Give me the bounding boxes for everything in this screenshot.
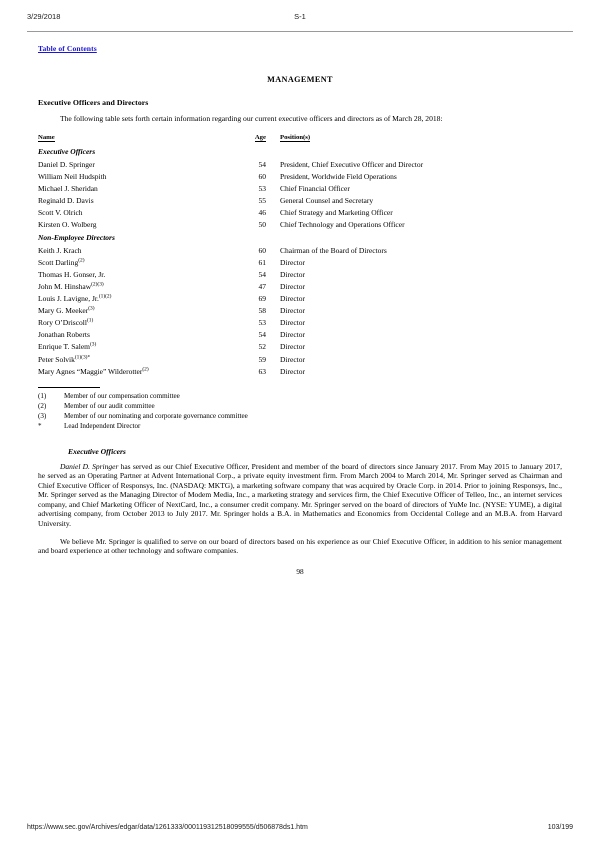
table-group-label: Executive Officers [38,146,96,156]
cell-spacer [266,159,280,171]
cell-name: Louis J. Lavigne, Jr.$^{(1)(2)}$ [38,293,112,304]
source-url: https://www.sec.gov/Archives/edgar/data/1261333/000119312518099555/d506878ds1.htm [27,824,308,831]
cell-name: Jonathan Roberts [38,330,90,340]
cell-spacer [266,306,280,318]
footnote-mark: * [38,422,42,431]
cell-spacer [266,330,280,342]
cell-position: Director [280,294,305,304]
footnote-text: Member of our compensation committee [64,392,180,401]
footnote-divider [38,387,100,388]
cell-age: 60 [258,171,266,181]
table-row [38,270,562,282]
table-group-label: Non-Employee Directors [38,233,115,243]
table-row [38,282,562,294]
table-row [38,318,562,330]
print-date: 3/29/2018 [27,12,61,21]
cell-spacer [266,318,280,330]
cell-spacer [266,294,280,306]
browser-print-header [0,12,600,26]
table-row [38,159,562,171]
footnote-row [38,412,248,422]
cell-age: 60 [258,246,266,256]
table-row [38,171,562,183]
document-page [38,38,562,576]
footnote-text: Member of our audit committee [64,402,155,411]
cell-spacer [266,282,280,294]
cell-name: Mary G. Meeker$^{(3)}$ [38,305,95,316]
cell-spacer [266,246,280,258]
cell-spacer [266,183,280,195]
officers-and-directors-table [38,134,562,378]
cell-name: Kirsten O. Wolberg [38,219,97,229]
table-body [38,145,562,378]
cell-name: John M. Hinshaw$^{(2)(3)}$ [38,281,104,292]
bio-paragraph-springer [38,462,562,528]
table-row [38,195,562,207]
cell-name: Peter Solvik$^{(1)(3)*}$ [38,354,91,364]
cell-name: William Neil Hudspith [38,171,107,181]
cell-position: Director [280,258,305,268]
cell-age: 46 [258,207,266,217]
column-header-name: Name [38,133,55,141]
table-row [38,258,562,270]
cell-name: Reginald D. Davis [38,195,94,205]
cell-position: Director [280,342,305,352]
cell-age: 54 [258,330,266,340]
cell-position: Director [280,354,305,364]
footnote-mark: (1) [38,392,47,401]
cell-age: 54 [258,270,266,280]
cell-position: Director [280,270,305,280]
table-group-row [38,145,562,159]
cell-age: 59 [258,354,266,364]
table-row [38,219,562,231]
cell-position: Chief Technology and Operations Officer [280,219,405,229]
table-row [38,294,562,306]
cell-age: 58 [258,306,266,316]
footnote-marker: (2) [78,257,85,264]
cell-age: 63 [258,366,266,376]
cell-spacer [266,171,280,183]
cell-position: Director [280,282,305,292]
footnote-marker: (3) [88,305,95,312]
cell-age: 54 [258,159,266,169]
cell-name: Michael J. Sheridan [38,183,98,193]
cell-name: Scott Darling$^{(2)}$ [38,257,85,268]
table-row [38,366,562,378]
footnote-mark: (3) [38,412,47,421]
bio-section-heading: Executive Officers [68,446,126,456]
cell-position: Director [280,306,305,316]
cell-age: 55 [258,195,266,205]
cell-name: Rory O’Driscoll$^{(1)}$ [38,317,94,328]
cell-name: Enrique T. Salem$^{(3)}$ [38,341,97,352]
cell-spacer [266,354,280,366]
footnote-marker: (2)(3) [91,281,104,288]
cell-position: Chief Financial Officer [280,183,350,193]
cell-spacer [266,207,280,219]
bio-qualification-paragraph: We believe Mr. Springer is qualified to serve on our board of directors based on his experience as our Chief Executive Officer, in addition to his senior management and board experience at other technology and software companies. [38,537,562,556]
cell-name: Thomas H. Gonser, Jr. [38,270,106,280]
cell-age: 53 [258,183,266,193]
cell-spacer [266,366,280,378]
bio-paragraph-body: has served as our Chief Executive Officer, President and member of the board of directors since January 2017. From May 2015 to January 2017, he served as an Operating Partner at Advent International Corp., a private equity investment firm. From March 2004 to March 2014, Mr. Springer served as Chairman and Chief Executive Officer of Responsys, Inc. (NASDAQ: MKTG), a marketing software company that was acquired by Oracle Corp. in 2014. Prior to joining Responsys, Inc., Mr. Springer served as the Managing Director of Modem Media, Inc., a marketing strategy and services firm, the Chief Executive Officer of Telleo, Inc., an internet services company, and Chief Marketing Officer of NextCard, Inc., a consumer credit company. Mr. Springer served on the board of directors of YuMe Inc. (NYSE: YUME), a digital advertising company, from October 2013 to July 2017. Mr. Springer holds a B.A. in Mathematics and Economics from Occidental College and an M.B.A. from Harvard University. [38,461,562,528]
table-group-row [38,231,562,245]
cell-name: Daniel D. Springer [38,159,95,169]
cell-position: Director [280,366,305,376]
cell-age: 52 [258,342,266,352]
cell-age: 69 [258,294,266,304]
footnote-row [38,422,248,432]
cell-position: President, Chief Executive Officer and Director [280,159,424,169]
footnote-marker: (2) [142,366,149,373]
footnote-marker: (3) [90,341,97,348]
document-page-number: 98 [296,566,304,576]
print-doc-type: S-1 [294,12,306,21]
cell-position: Director [280,318,305,328]
table-row [38,183,562,195]
footnote-marker: (1)(2) [98,293,112,300]
table-row [38,246,562,258]
table-of-contents-link[interactable]: Table of Contents [38,44,97,53]
cell-age: 47 [258,282,266,292]
browser-print-footer [0,824,600,836]
cell-name: Scott V. Olrich [38,207,83,217]
cell-name: Keith J. Krach [38,246,82,256]
column-header-positions: Position(s) [280,133,311,141]
table-row [38,306,562,318]
footnote-marker: (1) [86,317,94,324]
table-row [38,342,562,354]
footnote-row [38,402,248,412]
cell-spacer [266,219,280,231]
cell-spacer [266,342,280,354]
footnote-marker: (1)(3)* [74,354,91,360]
cell-name: Mary Agnes “Maggie” Wilderotter$^{(2)}$ [38,366,149,376]
column-header-age: Age [254,133,266,141]
table-row [38,330,562,342]
table-row [38,207,562,219]
cell-position: General Counsel and Secretary [280,195,374,205]
footnote-text: Lead Independent Director [64,422,141,431]
cell-spacer [266,270,280,282]
footnote-mark: (2) [38,402,47,411]
cell-position: President, Worldwide Field Operations [280,171,397,181]
section-heading: Executive Officers and Directors [38,98,149,107]
column-spacer [266,134,280,145]
cell-position: Chairman of the Board of Directors [280,246,387,256]
table-row [38,354,562,366]
page-title: MANAGEMENT [267,75,333,84]
intro-paragraph: The following table sets forth certain information regarding our current executive officers and directors as of March 28, 2018: [60,114,443,123]
cell-age: 50 [258,219,266,229]
cell-age: 53 [258,318,266,328]
footnote-text: Member of our nominating and corporate governance committee [64,412,248,421]
cell-position: Director [280,330,305,340]
cell-age: 61 [258,258,266,268]
cell-spacer [266,195,280,207]
cell-position: Chief Strategy and Marketing Officer [280,207,393,217]
header-divider [27,31,573,32]
bio-subject-name: Daniel D. Springer [60,461,119,471]
footnote-list [38,392,248,432]
cell-spacer [266,258,280,270]
table-header-row [38,134,562,145]
footnote-row [38,392,248,402]
page-indicator: 103/199 [547,824,573,831]
